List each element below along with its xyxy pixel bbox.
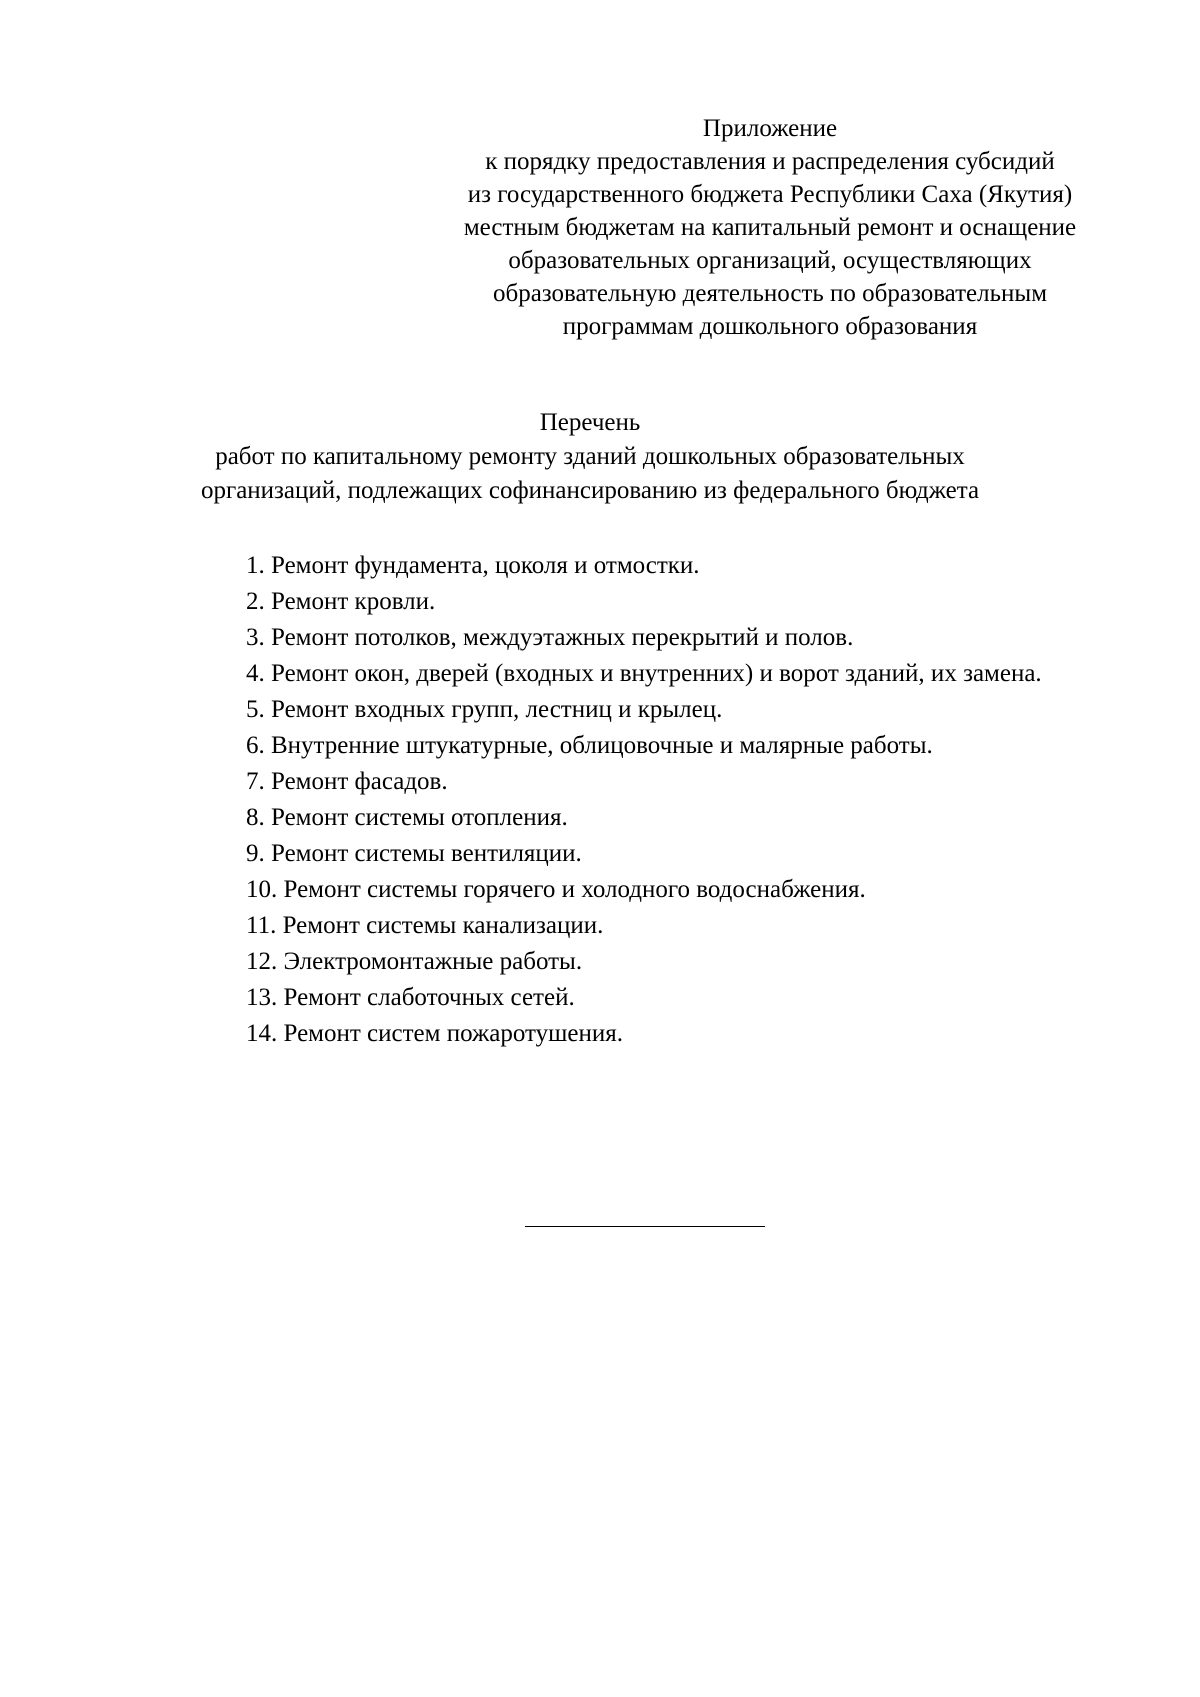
list-item: 4. Ремонт окон, дверей (входных и внутренних) и ворот зданий, их замена. <box>246 660 1042 687</box>
list-item: 7. Ремонт фасадов. <box>246 768 448 795</box>
list-item: 11. Ремонт системы канализации. <box>246 912 604 939</box>
list-item: 2. Ремонт кровли. <box>246 588 436 615</box>
appendix-line: местным бюджетам на капитальный ремонт и оснащение <box>463 214 1077 241</box>
list-subtitle-line: работ по капитальному ремонту зданий дошкольных образовательных <box>215 443 965 470</box>
list-item: 5. Ремонт входных групп, лестниц и крылец. <box>246 696 723 723</box>
end-separator-line <box>525 1226 765 1227</box>
list-item: 14. Ремонт систем пожаротушения. <box>246 1020 623 1047</box>
works-list <box>174 548 1112 1052</box>
appendix-line: программам дошкольного образования <box>562 313 978 340</box>
list-item: 6. Внутренние штукатурные, облицовочные и малярные работы. <box>246 732 933 759</box>
appendix-line: образовательную деятельность по образовательным <box>492 280 1048 307</box>
list-subtitle-line: организаций, подлежащих софинансированию из федерального бюджета <box>200 477 980 504</box>
list-item: 13. Ремонт слаботочных сетей. <box>246 984 575 1011</box>
list-heading: Перечень <box>539 409 641 436</box>
list-item: 1. Ремонт фундамента, цоколя и отмостки. <box>246 552 700 579</box>
list-item: 12. Электромонтажные работы. <box>246 948 583 975</box>
appendix-line: образовательных организаций, осуществляющих <box>508 247 1032 274</box>
appendix-line: к порядку предоставления и распределения субсидий <box>485 148 1055 175</box>
appendix-header <box>400 112 1140 343</box>
appendix-line: из государственного бюджета Республики Саха (Якутия) <box>467 181 1073 208</box>
list-item: 10. Ремонт системы горячего и холодного водоснабжения. <box>246 876 866 903</box>
list-item: 8. Ремонт системы отопления. <box>246 804 568 831</box>
appendix-title: Приложение <box>702 115 838 142</box>
list-item: 9. Ремонт системы вентиляции. <box>246 840 582 867</box>
list-item: 3. Ремонт потолков, междуэтажных перекрытий и полов. <box>246 624 854 651</box>
list-title <box>140 406 1040 508</box>
